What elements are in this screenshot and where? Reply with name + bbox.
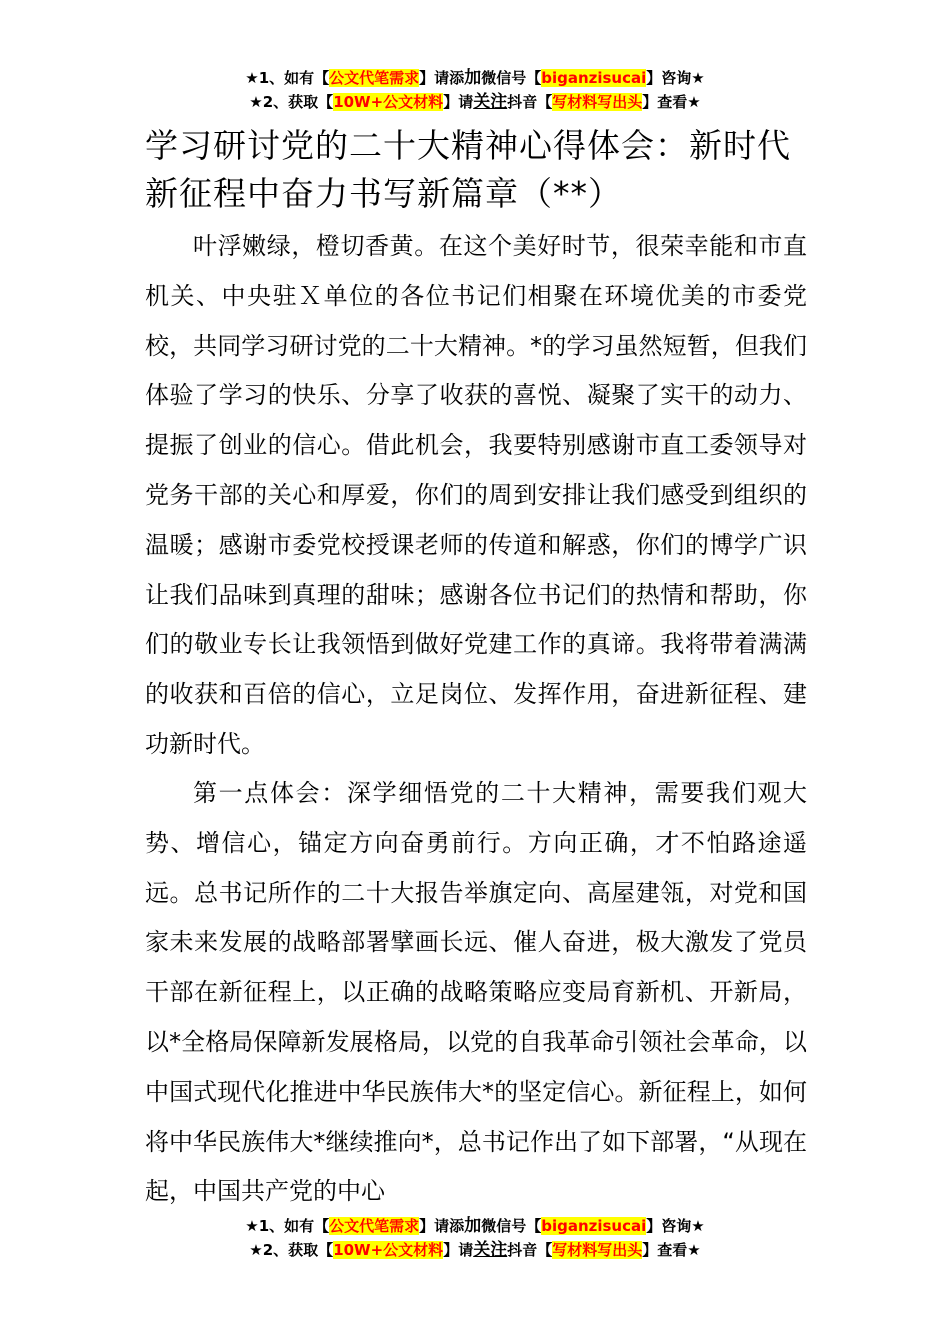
wechat-id: biganzisucai <box>541 69 647 87</box>
promo-highlight: 10W+公文材料 <box>333 93 444 111</box>
promo-line-1: ★1、如有【公文代笔需求】请添加微信号【biganzisucai】咨询★ <box>245 68 705 88</box>
promo-banner-bottom <box>0 1214 950 1262</box>
douyin-account: 写材料写出头 <box>552 93 643 111</box>
wechat-id: biganzisucai <box>541 1217 647 1235</box>
promo-banner-top <box>0 66 950 114</box>
document-title: 学习研讨党的二十大精神心得体会：新时代新征程中奋力书写新篇章（**） <box>145 126 791 213</box>
promo-highlight: 10W+公文材料 <box>333 1241 444 1259</box>
body-paragraph-2: 第一点体会：深学细悟党的二十大精神，需要我们观大势、增信心，锚定方向奋勇前行。方向正确，才不怕路途遥远。总书记所作的二十大报告举旗定向、高屋建瓴，对党和国家未来发展的战略部署擘画长远、催人奋进，极大激发了党员干部在新征程上，以正确的战略策略应变局育新机、开新局，以*全格局保障新发展格局，以党的自我革命引领社会革命，以中国式现代化推进中华民族伟大*的坚定信心。新征程上，如何将中华民族伟大*继续推向*，总书记作出了如下部署，“从现在起，中国共产党的中心 <box>145 779 807 1206</box>
promo-line-1: ★1、如有【公文代笔需求】请添加微信号【biganzisucai】咨询★ <box>245 1216 705 1236</box>
body-paragraph-1: 叶浮嫩绿，橙切香黄。在这个美好时节，很荣幸能和市直机关、中央驻Ｘ单位的各位书记们相聚在环境优美的市委党校，共同学习研讨党的二十大精神。*的学习虽然短暂，但我们体验了学习的快乐、分享了收获的喜悦、凝聚了实干的动力、提振了创业的信心。借此机会，我要特别感谢市直工委领导对党务干部的关心和厚爱，你们的周到安排让我们感受到组织的温暖；感谢市委党校授课老师的传道和解惑，你们的博学广识让我们品味到真理的甜味；感谢各位书记们的热情和帮助，你们的敬业专长让我领悟到做好党建工作的真谛。我将带着满满的收获和百倍的信心，立足岗位、发挥作用，奋进新征程、建功新时代。 <box>145 232 807 758</box>
promo-line-2: ★2、获取【10W+公文材料】请关注抖音【写材料写出头】查看★ <box>249 92 701 112</box>
promo-highlight: 公文代笔需求 <box>329 69 420 87</box>
douyin-account: 写材料写出头 <box>552 1241 643 1259</box>
promo-line-2: ★2、获取【10W+公文材料】请关注抖音【写材料写出头】查看★ <box>249 1240 701 1260</box>
promo-highlight: 公文代笔需求 <box>329 1217 420 1235</box>
